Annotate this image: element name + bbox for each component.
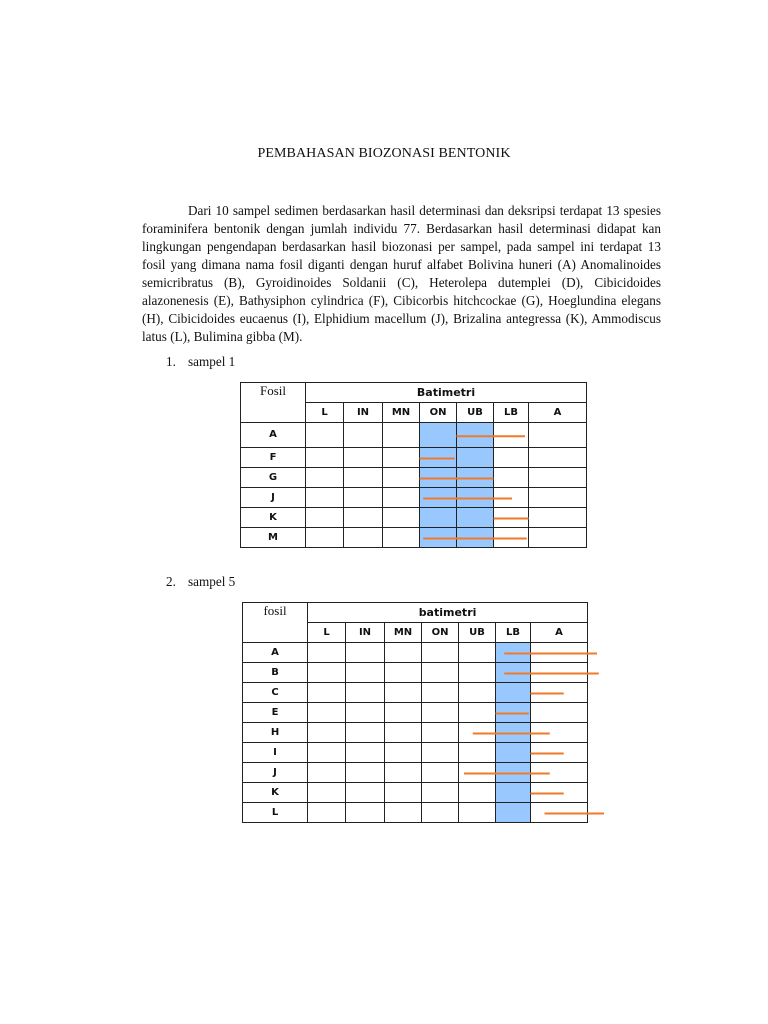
fosil-label: F — [241, 448, 306, 468]
zone-header: MN — [383, 403, 420, 423]
batimetri-header: Batimetri — [306, 383, 587, 403]
list-number: 2. — [166, 574, 176, 589]
zone-header: IN — [346, 623, 385, 643]
fosil-label: A — [241, 423, 306, 448]
zone-header: L — [308, 623, 346, 643]
fosil-header: fosil — [243, 603, 308, 643]
zone-header: LB — [496, 623, 531, 643]
fosil-label: B — [243, 663, 308, 683]
list-number: 1. — [166, 354, 176, 369]
zone-header: UB — [459, 623, 496, 643]
zone-header: ON — [420, 403, 457, 423]
batimetri-header: batimetri — [308, 603, 588, 623]
fosil-label: G — [241, 468, 306, 488]
zone-header: A — [531, 623, 588, 643]
list-item — [166, 354, 235, 370]
biozonation-table-sampel-1 — [240, 382, 587, 548]
fosil-header: Fosil — [241, 383, 306, 423]
fosil-label: J — [243, 763, 308, 783]
fosil-label: K — [243, 783, 308, 803]
zone-header: IN — [344, 403, 383, 423]
page-title: PEMBAHASAN BIOZONASI BENTONIK — [257, 146, 511, 161]
zone-header: ON — [422, 623, 459, 643]
list-item — [166, 574, 235, 590]
fosil-label: I — [243, 743, 308, 763]
fosil-label: E — [243, 703, 308, 723]
fosil-label: A — [243, 643, 308, 663]
zone-header: L — [306, 403, 344, 423]
intro-paragraph: Dari 10 sampel sedimen berdasarkan hasil determinasi dan deksripsi terdapat 13 spesies foraminifera bentonik dengan jumlah individu 77. Berdasarkan hasil determinasi didapat kan lingkungan pengendapan berdasarkan hasil biozonasi per sampel, pada sampel ini terdapat 13 fosil yang dimana nama fosil diganti dengan huruf alfabet Bolivina huneri (A) Anomalinoides semicribratus (B), Gyroidinoides Soldanii (C), Heterolepa dutemplei (D), Cibicidoides alazonenesis (E), Bathysiphon cylindrica (F), Cibicorbis hitchcockae (G), Hoeglundina elegans (H), Cibicidoides eucaenus (I), Elphidium macellum (J), Brizalina antegressa (K), Ammodiscus latus (L), Bulimina gibba (M). — [142, 203, 661, 344]
list-label: sampel 1 — [188, 354, 236, 369]
zone-header: A — [529, 403, 587, 423]
fosil-label: H — [243, 723, 308, 743]
zone-header: LB — [494, 403, 529, 423]
biozonation-table-sampel-5 — [242, 602, 588, 823]
fosil-label: C — [243, 683, 308, 703]
fosil-label: K — [241, 508, 306, 528]
fosil-label: L — [243, 803, 308, 823]
fosil-label: M — [241, 528, 306, 548]
zone-header: UB — [457, 403, 494, 423]
zone-header: MN — [385, 623, 422, 643]
fosil-label: J — [241, 488, 306, 508]
list-label: sampel 5 — [188, 574, 236, 589]
